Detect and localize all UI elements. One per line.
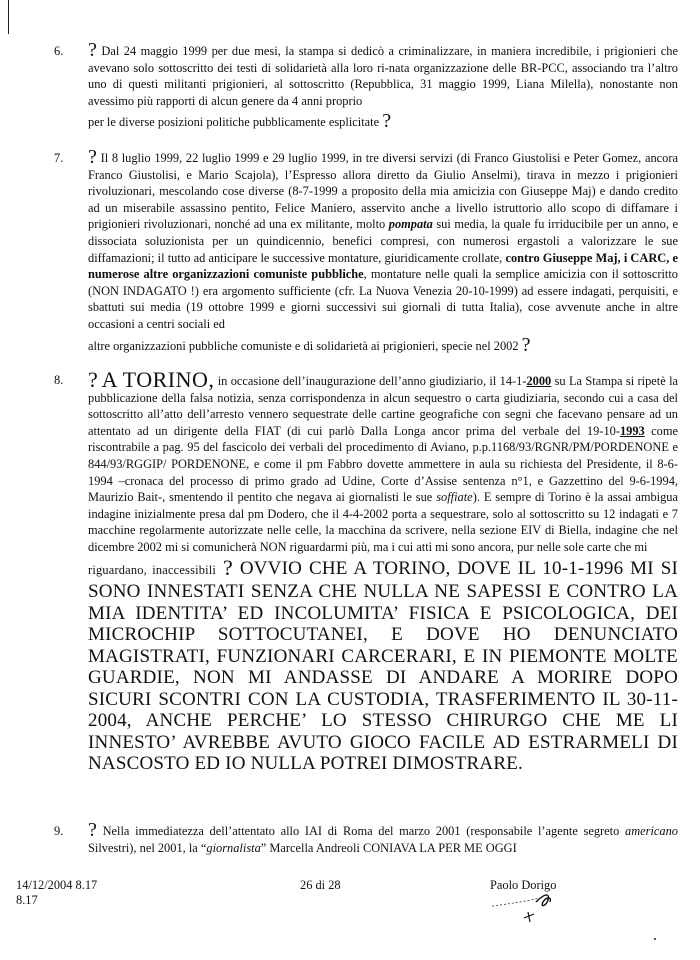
question-mark-glyph: ? [88, 819, 97, 841]
question-mark-glyph: ? [88, 367, 99, 392]
item-body [88, 146, 678, 356]
list-item-7 [54, 146, 678, 356]
underlined-year: 2000 [526, 374, 552, 388]
item-number: 7. [54, 151, 64, 165]
underlined-year: 1993 [619, 423, 645, 438]
bold-text: contro Giuseppe Maj, i CARC, e numerose altre organizzazioni comuniste pubbliche [88, 250, 678, 282]
item-text: come riscontrabile a pag. 95 del fascicolo dei verbali del procedimento di Aviano, p.p.1168/93/RGNR/PM/PORDENONE e 844/93/RGGIP/ PORDENONE, e come il pm Fabbro dovette ammettere in aula su richiesta del Presidente, il 8-6-1994 –cronaca del processo di primo grado ad Udine, Corte d’Assise sentenza n°1, e Gazzettino del 9-6-1994, Maurizio Bait-, smentendo il pentito che negava ai giornalisti le sue [88, 423, 678, 505]
item-text: ” Marcella Andreoli CONIAVA LA PER ME OGGI [260, 840, 517, 855]
scan-edge-mark [8, 0, 9, 34]
footer-author: Paolo Dorigo [490, 878, 557, 892]
question-mark-glyph: ? [222, 554, 233, 580]
item-last-line: altre organizzazioni pubbliche comuniste e di solidarietà ai prigionieri, specie nel 2002 ? [88, 333, 531, 356]
emphasis-giornalista: giornalista [206, 840, 261, 855]
item-number: 8. [54, 373, 64, 387]
item-text: Silvestri), nel 2001, la “ [88, 840, 207, 855]
question-mark-glyph: ? [88, 39, 97, 61]
item-text: ). E sempre di Torino è la assai ambigua indagine inizialmente presa dal pm Dodero, che il 4-4-2002 porta a sequestrare, solo al sottoscritto su 12 indagati e 7 macchine regolarmente autorizzate nelle celle, la macchina da scrivere, nella sezione EIV di Biella, indagine che nel dicembre 2002 mi si comunicherà NON riguardarmi più, ma i cui atti mi sono ancora, pur nelle sole carte che mi [88, 490, 678, 554]
question-mark-glyph: ? [521, 333, 531, 356]
item-number: 6. [54, 44, 64, 58]
list-item-9 [54, 819, 678, 856]
footer-date-time: 14/12/2004 8.17 8.17 [16, 878, 98, 907]
question-mark-glyph: ? [382, 110, 392, 133]
emphasis-soffiate: soffiate [436, 490, 473, 505]
item-text: Nella immediatezza dell’attentato allo IAI di Roma del marzo 2001 (responsabile l’agente segreto [102, 824, 620, 838]
item-body [88, 39, 678, 133]
section-heading-torino: A TORINO, [101, 367, 215, 392]
emphasis-americano: americano [625, 824, 678, 838]
item-text: sui media, la quale fu irriducibile per un anno, e dissociata soluzionista per un quindicennio, benefici compresi, con numerosi ergastoli a valorizzare le sue diffamazioni; il tutto ad anticipare le successive montature, giuridicamente crollate, [88, 217, 678, 265]
item-text: Il 8 luglio 1999, 22 luglio 1999 e 29 luglio 1999, in tre diversi servizi (di Franco Giustolisi e Peter Gomez, ancora Franco Giustolisi, e Mario Scajola), l’Espresso allora diretto da Giulio Anselmi), tirava in mezzo i prigionieri rivoluzionari, mescolando cose diverse (8-7-1999 a proposito della mia amicizia con Giuseppe Maj) e dando credito ad un miserabile assassino pentito, Felice Maniero, asservito anche a livello istruttorio allo scopo di diffamare i prigionieri rivoluzionari, nonché ad una ex militante, molto [88, 151, 678, 232]
uppercase-text: OVVIO CHE A TORINO, DOVE IL 10-1-1996 MI SI SONO INNESTATI SENZA CHE NULLA NE SAPESSI E CONTRO LA MIA IDENTITA’ ED INCOLUMITA’ FISICA E PSICOLOGICA, DEI MICROCHIP SOTTOCUTANEI, E DOVE HO DENUNCIATO MAGISTRATI, FUNZIONARI CARCERARI, E IN PIEMONTE MOLTE GUARDIE, NON MI ANDASSE DI ANDARE A MORIRE DOPO SICURI SCONTRI CON LA CUSTODIA, TRASFERIMENTO IL 30-11-2004, ANCHE PERCHE’ LO STESSO CHIRURGO CHE ME LI INNESTO’ AVREBBE AVUTO GIOCO FACILE AD ESTRARMELI DI NASCOSTO ED IO NULLA POTREI DIMOSTRARE. [88, 557, 678, 775]
question-mark-glyph: ? [88, 146, 97, 168]
item-body [88, 819, 678, 856]
item-text: su La Stampa si ripetè la pubblicazione della falsa notizia, senza corrispondenza in alcun sequestro o carta giudiziaria, secondo cui a casa del sottoscritto all’atto dell’arresto vennero sequestrate delle cartine geografiche con segni che facevano pensare ad un attentato ad un dirigente della FIAT (di cui parlò Dalla Longa ancor prima del verbale del 19-10- [88, 374, 679, 438]
signature-icon [490, 888, 560, 928]
footer-page-number: 26 di 28 [300, 878, 341, 892]
list-item-8 [54, 367, 679, 775]
uppercase-statement: riguardano, inaccessibili ? OVVIO CHE A TORINO, DOVE IL 10-1-1996 MI SI SONO INNESTATI SENZA CHE NULLA NE SAPESSI E CONTRO LA MIA IDENTITA’ ED INCOLUMITA’ FISICA E PSICOLOGICA, DEI MICROCHIP SOTTOCUTANEI, E DOVE HO DENUNCIATO MAGISTRATI, FUNZIONARI CARCERARI, E IN PIEMONTE MOLTE GUARDIE, NON MI ANDASSE DI ANDARE A MORIRE DOPO SICURI SCONTRI CON LA CUSTODIA, TRASFERIMENTO IL 30-11-2004, ANCHE PERCHE’ LO STESSO CHIRURGO CHE ME LI INNESTO’ AVREBBE AVUTO GIOCO FACILE AD ESTRARMELI DI NASCOSTO ED IO NULLA POTREI DIMOSTRARE. [88, 554, 678, 775]
item-text: Dal 24 maggio 1999 per due mesi, la stampa si dedicò a criminalizzare, in maniera incredibile, i prigionieri che avevano solo sottoscritto dei testi di solidarietà alla loro ri-nata organizzazione delle BR-PCC, associando tra l’altro uno di questi militanti prigionieri, al sottoscritto (Repubblica, 31 maggio 1999, Liana Milella), nonostante non avessimo più rapporti di alcun genere da 4 anni proprio [88, 44, 678, 108]
item-text: , montature nelle quali la semplice amicizia con il sottoscritto (NON INDAGATO !) era argomento sufficiente (cfr. La Nuova Venezia 20-10-1999) ad essere indagati, perquisiti, e sbattuti sui media (19 ottobre 1999 e giorni successivi sui giornali di tutta Italia), cose avvenute anche in altre occasioni a centri sociali ed [88, 267, 678, 331]
item-text: in occasione dell’inaugurazione dell’anno giudiziario, il 14-1- [217, 374, 527, 388]
item-last-line: per le diverse posizioni politiche pubblicamente esplicitate ? [88, 110, 392, 133]
item-number: 9. [54, 824, 64, 838]
item-body [88, 367, 679, 775]
emphasis-pompata: pompata [388, 217, 433, 232]
scan-speck [654, 938, 656, 940]
list-item-6 [54, 39, 678, 133]
